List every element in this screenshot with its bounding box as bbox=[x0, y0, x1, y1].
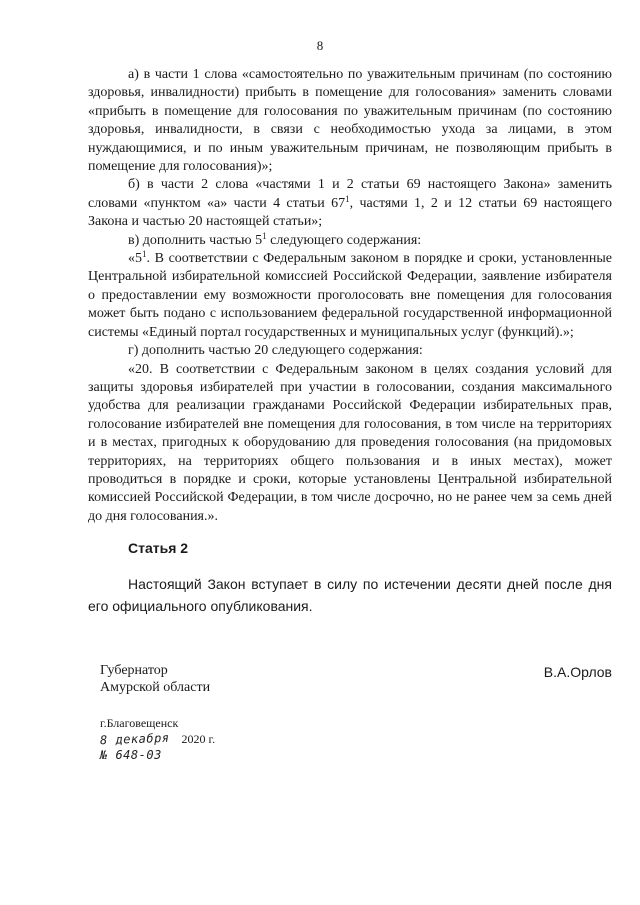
governor-title-line1: Губернатор bbox=[100, 663, 168, 678]
page-number: 8 bbox=[316, 38, 324, 53]
governor-title-line2: Амурской области bbox=[100, 680, 211, 695]
paragraph-a: а) в части 1 слова «самостоятельно по уважительным причинам (по состоянию здоровья, инвалидности) прибыть в помещение для голосования» заменить словами «прибыть в помещение для голосования по уважительным причинам (по состоянию здоровья, инвалидности, в связи с необходимостью ухода за лицами, в этом нуждающимися, и по иным уважительным причинам, не позволяющим прибыть в помещение для голосования)»; bbox=[88, 67, 612, 175]
article-2-heading: Статья 2 bbox=[128, 540, 189, 556]
article-2-paragraph: Настоящий Закон вступает в силу по истечении десяти дней после дня его официального опубликования. bbox=[88, 576, 612, 614]
paragraph-d: г) дополнить частью 20 следующего содержания: bbox=[128, 343, 423, 359]
amendment-text bbox=[88, 66, 612, 526]
governor-title bbox=[100, 662, 210, 696]
handwritten-date: 8 декабря bbox=[99, 730, 170, 748]
footer-date bbox=[100, 731, 215, 747]
paragraph-part-20: «20. В соответствии с Федеральным законом в целях создания условий для защиты здоровья избирателей при участии в голосовании, создания максимального удобства для реализации гражданами Российской Федерации избирательных прав, голосование избирателей вне помещения для голосования, в том числе на территориях и в местах, пригодных к оборудованию для проведения голосования (на придомовых территориях, на территориях общего пользования и в иных местах), может проводиться в порядке и сроки, которые установлены Центральной избирательной комиссией Российской Федерации, в том числе досрочно, но не ранее чем за семь дней до дня голосования.». bbox=[88, 361, 612, 524]
footer-year: 2020 г. bbox=[181, 732, 216, 746]
footer-city: г.Благовещенск bbox=[100, 716, 179, 730]
article-2-text bbox=[88, 573, 612, 617]
footer-number bbox=[100, 747, 215, 763]
paragraph-c: в) дополнить частью $5^1$ следующего содержания: bbox=[128, 230, 422, 248]
paragraph-part-5-1: «$5^1$. В соответствии с Федеральным законом в порядке и сроки, установленные Центральной избирательной комиссией Российской Федерации, заявление избирателя о предоставлении ему возможности проголосовать вне помещения для голосования может быть подано с использованием федеральной государственной информационной системы «Единый портал государственных и муниципальных услуг (функций).»; bbox=[88, 249, 612, 340]
governor-name: В.А.Орлов bbox=[543, 664, 612, 680]
paragraph-b: б) в части 2 слова «частями 1 и 2 статьи 69 настоящего Закона» заменить словами «пунктом «а» части 4 статьи $67^1$, частями 1, 2 и 12 статьи 69 настоящего Закона и частью 20 настоящей статьи»; bbox=[88, 177, 612, 230]
handwritten-number: № 648-03 bbox=[100, 748, 162, 762]
footer-block bbox=[100, 715, 215, 763]
